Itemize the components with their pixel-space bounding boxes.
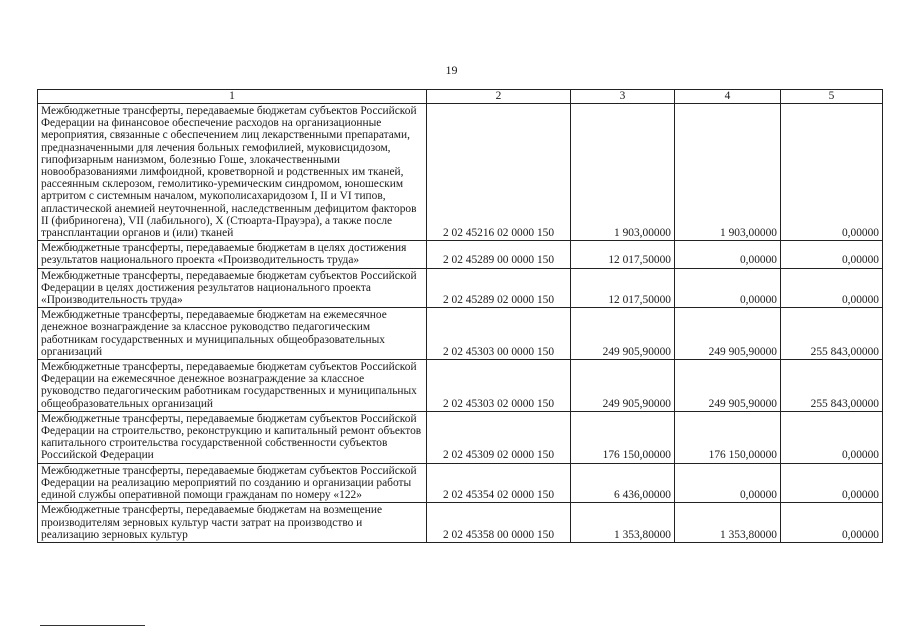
row-value-3: 6 436,00000 (571, 463, 675, 503)
budget-table (37, 89, 883, 543)
row-value-5: 0,00000 (781, 503, 883, 543)
row-code: 2 02 45303 02 0000 150 (427, 360, 571, 412)
row-value-5: 0,00000 (781, 411, 883, 463)
row-value-4: 0,00000 (675, 268, 781, 308)
row-value-4: 1 903,00000 (675, 104, 781, 241)
row-value-3: 249 905,90000 (571, 360, 675, 412)
row-value-3: 1 353,80000 (571, 503, 675, 543)
column-header-3: 3 (571, 90, 675, 104)
row-description: Межбюджетные трансферты, передаваемые бюджетам на возмещение производителям зерновых культур части затрат на производство и реализацию зерновых культур (38, 503, 427, 543)
row-value-4: 0,00000 (675, 463, 781, 503)
column-header-5: 5 (781, 90, 883, 104)
row-value-3: 176 150,00000 (571, 411, 675, 463)
row-description: Межбюджетные трансферты, передаваемые бюджетам субъектов Российской Федерации на ежемесячное денежное вознаграждение за классное руководство педагогическим работникам государственных и муниципальных общеобразовательных организаций (38, 360, 427, 412)
row-value-3: 12 017,50000 (571, 241, 675, 268)
row-value-5: 0,00000 (781, 463, 883, 503)
row-description: Межбюджетные трансферты, передаваемые бюджетам субъектов Российской Федерации на строительство, реконструкцию и капитальный ремонт объектов капитального строительства государственной собственности субъектов Российской Федерации (38, 411, 427, 463)
row-description: Межбюджетные трансферты, передаваемые бюджетам субъектов Российской Федерации в целях достижения результатов национального проекта «Производительность труда» (38, 268, 427, 308)
row-value-3: 1 903,00000 (571, 104, 675, 241)
table-row (38, 503, 883, 543)
row-value-5: 0,00000 (781, 268, 883, 308)
page-number: 19 (445, 63, 458, 77)
row-description: Межбюджетные трансферты, передаваемые бюджетам субъектов Российской Федерации на финансовое обеспечение расходов на организационные мероприятия, связанные с обеспечением лиц лекарственными препаратами, предназначенными для лечения больных гемофилией, муковисцидозом, гипофизарным нанизмом, болезнью Гоше, злокачественными новообразованиями лимфоидной, кроветворной и родственных им тканей, рассеянным склерозом, гемолитико-уремическим синдромом, юношеским артритом с системным началом, мукополисахаридозом I, II и VI типов, апластической анемией неуточненной, наследственным дефицитом факторов II (фибриногена), VII (лабильного), X (Стюарта-Прауэра), а также после трансплантации органов и (или) тканей (38, 104, 427, 241)
row-code: 2 02 45309 02 0000 150 (427, 411, 571, 463)
table-header-row (38, 90, 883, 104)
row-code: 2 02 45216 02 0000 150 (427, 104, 571, 241)
column-header-4: 4 (675, 90, 781, 104)
table-row (38, 411, 883, 463)
row-value-5: 255 843,00000 (781, 360, 883, 412)
row-code: 2 02 45289 00 0000 150 (427, 241, 571, 268)
row-description: Межбюджетные трансферты, передаваемые бюджетам субъектов Российской Федерации на реализацию мероприятий по созданию и организации работы единой службы оперативной помощи гражданам по номеру «122» (38, 463, 427, 503)
row-value-4: 176 150,00000 (675, 411, 781, 463)
row-value-4: 0,00000 (675, 241, 781, 268)
table-row (38, 268, 883, 308)
row-code: 2 02 45358 00 0000 150 (427, 503, 571, 543)
row-description: Межбюджетные трансферты, передаваемые бюджетам в целях достижения результатов национального проекта «Производительность труда» (38, 241, 427, 268)
table-row (38, 104, 883, 241)
row-value-4: 249 905,90000 (675, 308, 781, 360)
footnote-rule (40, 625, 145, 626)
row-value-5: 0,00000 (781, 241, 883, 268)
row-code: 2 02 45303 00 0000 150 (427, 308, 571, 360)
table-row (38, 241, 883, 268)
row-value-5: 0,00000 (781, 104, 883, 241)
column-header-2: 2 (427, 90, 571, 104)
row-value-4: 249 905,90000 (675, 360, 781, 412)
row-value-3: 249 905,90000 (571, 308, 675, 360)
row-code: 2 02 45354 02 0000 150 (427, 463, 571, 503)
row-description: Межбюджетные трансферты, передаваемые бюджетам на ежемесячное денежное вознаграждение за классное руководство педагогическим работникам государственных и муниципальных общеобразовательных организаций (38, 308, 427, 360)
row-code: 2 02 45289 02 0000 150 (427, 268, 571, 308)
row-value-3: 12 017,50000 (571, 268, 675, 308)
column-header-1: 1 (38, 90, 427, 104)
table-row (38, 308, 883, 360)
table-row (38, 360, 883, 412)
row-value-5: 255 843,00000 (781, 308, 883, 360)
table-row (38, 463, 883, 503)
row-value-4: 1 353,80000 (675, 503, 781, 543)
